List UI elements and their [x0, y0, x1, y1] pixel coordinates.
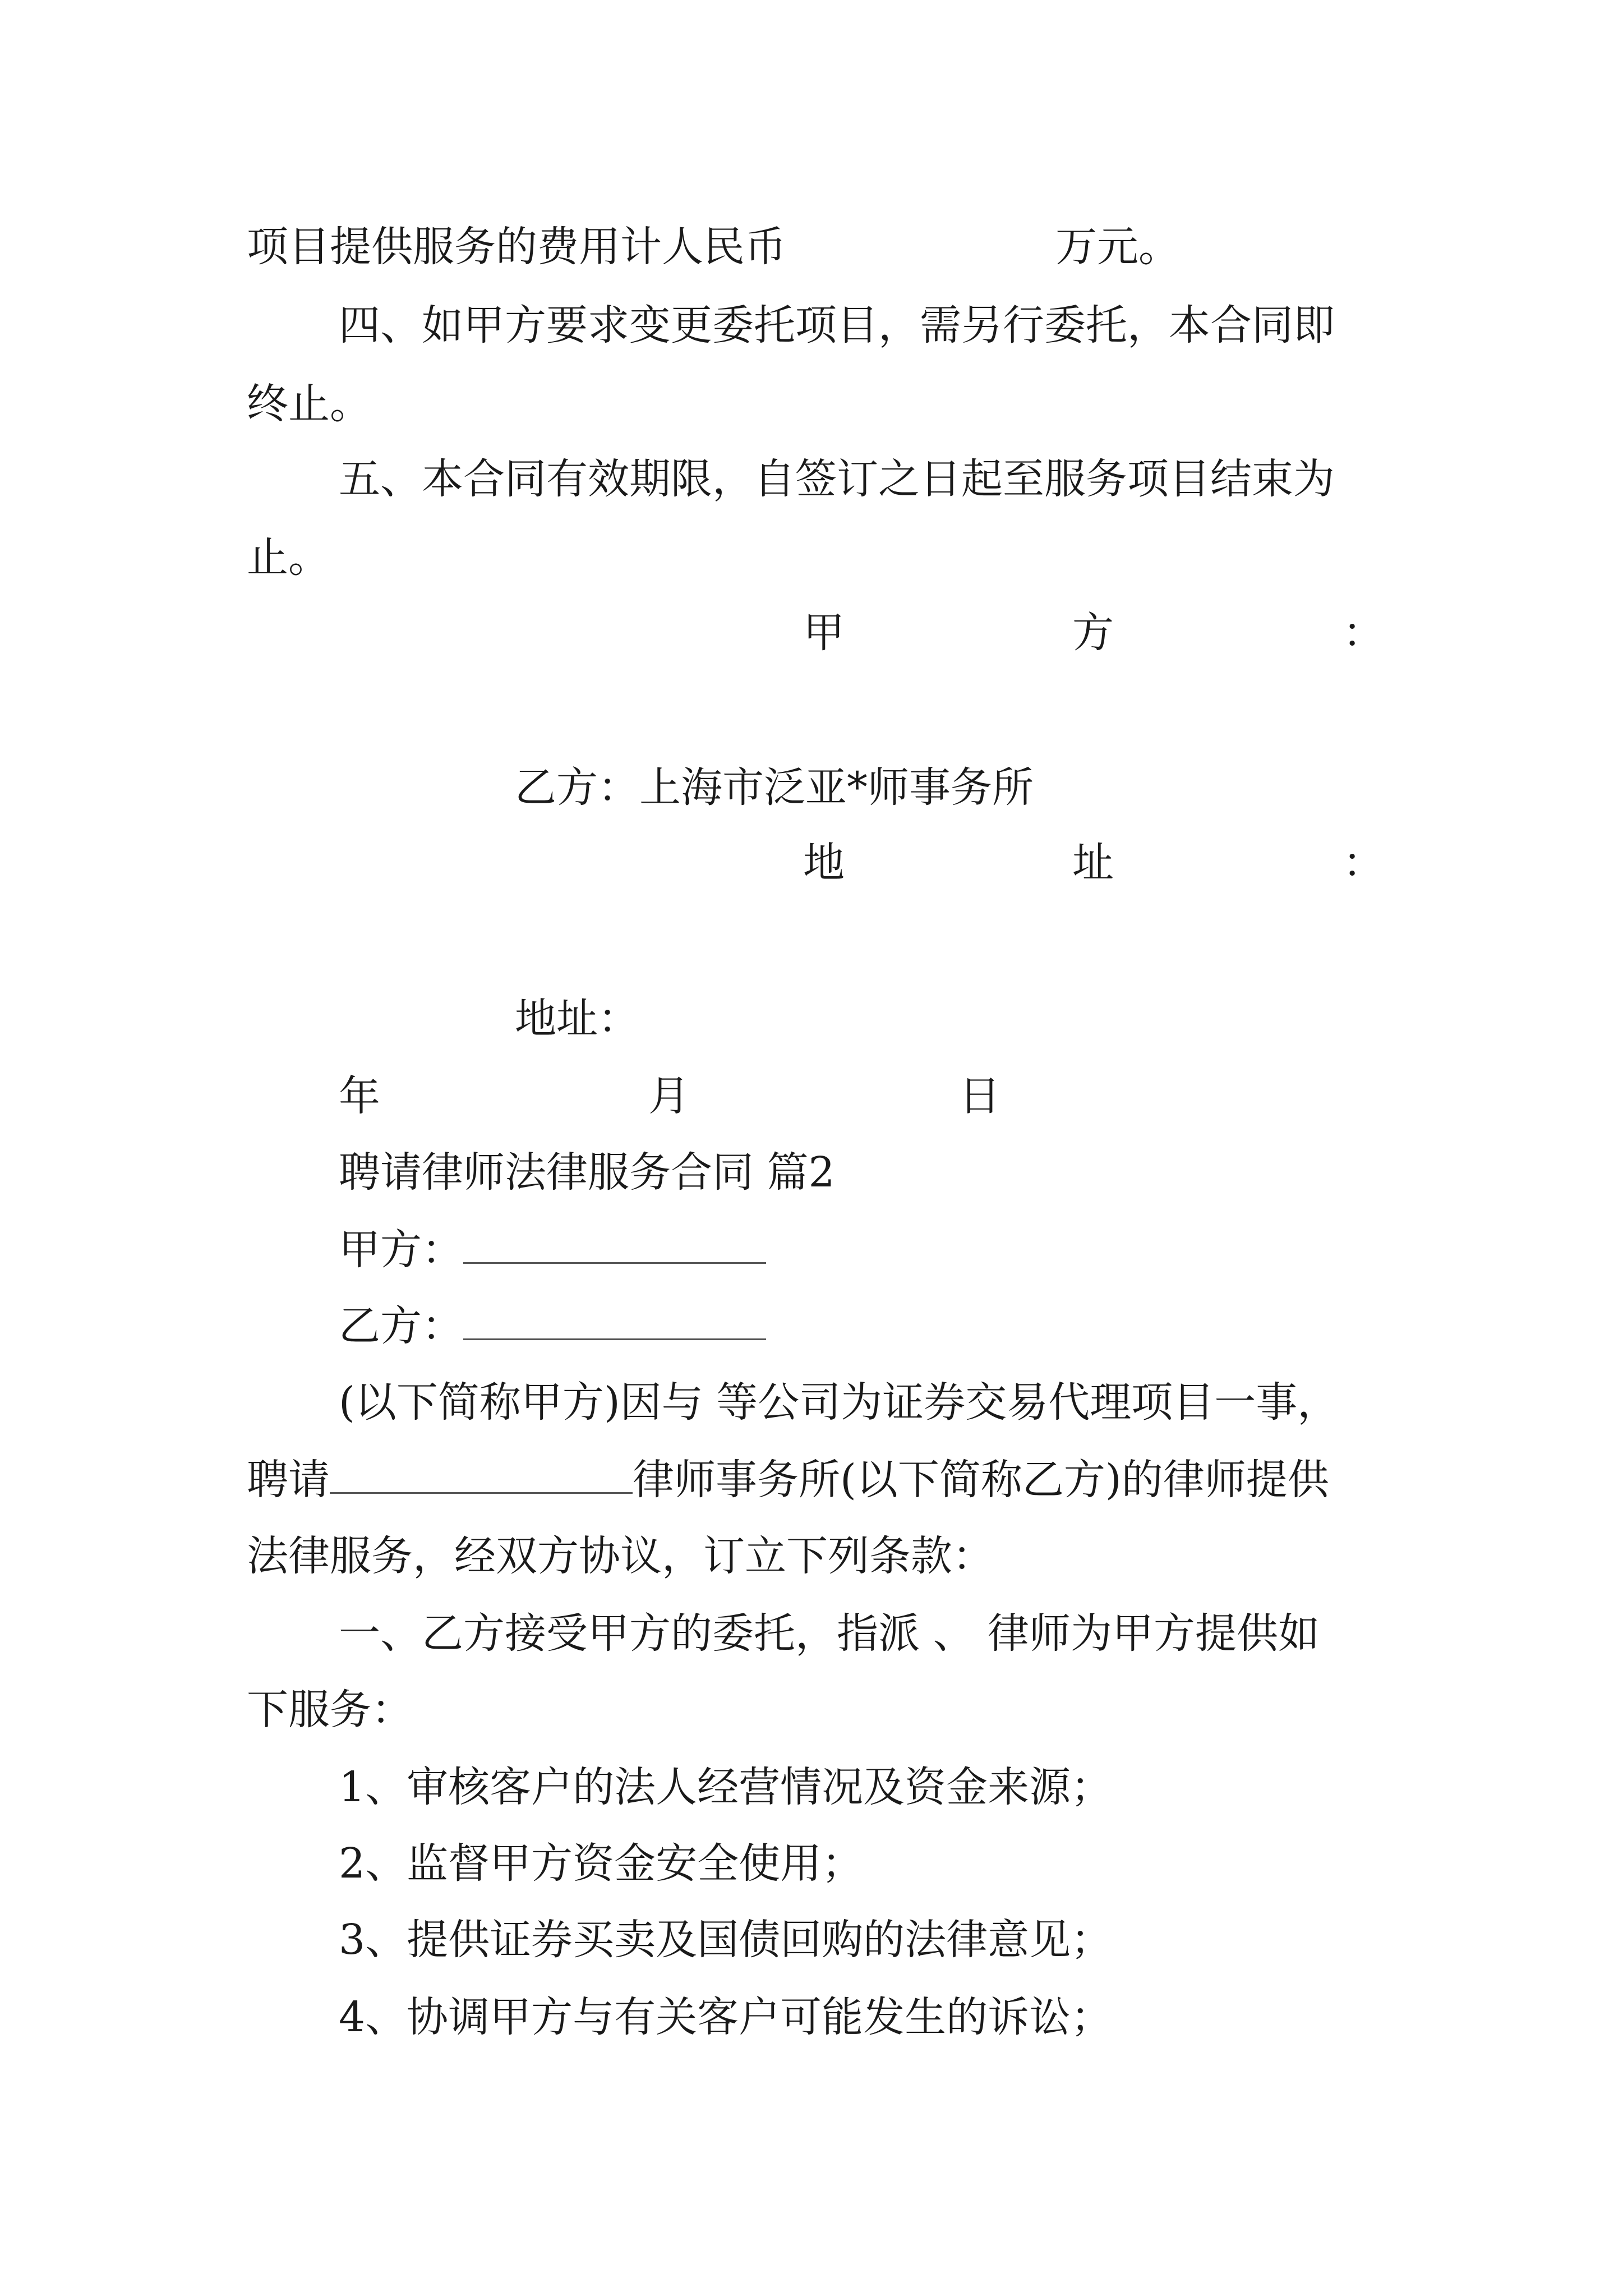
intro-line-2-start: 聘请 — [247, 1456, 330, 1504]
fee-line — [247, 220, 1180, 274]
date-day: 日 — [959, 1072, 1000, 1120]
party-b-name: 乙方：上海市泛亚*师事务所 — [515, 763, 1034, 812]
clause-4-line-1: 四、如甲方要求变更委托项目，需另行委托，本合同即 — [339, 301, 1335, 349]
party-a-colon: ： — [1343, 609, 1384, 657]
contract-2-party-a — [339, 1223, 766, 1277]
list-item: 1、审核客户的法人经营情况及资金来源； — [339, 1763, 1113, 1811]
list-item: 2、监督甲方资金安全使用； — [339, 1839, 864, 1888]
party-a-label: 甲方： — [339, 1226, 463, 1274]
address-colon: ： — [1343, 839, 1384, 887]
address-label-2: 地址： — [515, 995, 639, 1043]
party-a-char-2: 方 — [1072, 609, 1114, 657]
date-year: 年 — [339, 1072, 380, 1120]
intro-line-3: 法律服务，经双方协议，订立下列条款： — [247, 1532, 994, 1580]
intro-line-2 — [247, 1453, 1329, 1507]
contract-2-title: 聘请律师法律服务合同 篇2 — [339, 1148, 835, 1197]
contract-2-party-b — [339, 1299, 766, 1353]
clause-5-line-2: 止。 — [247, 533, 330, 582]
clause-4-line-2: 终止。 — [247, 380, 371, 428]
clause-5-line-1: 五、本合同有效期限，自签订之日起至服务项目结束为 — [339, 455, 1335, 503]
clause-1-line-2: 下服务： — [247, 1686, 413, 1734]
law-firm-blank — [330, 1458, 633, 1494]
address-char-1: 地 — [803, 839, 845, 887]
party-a-char-1: 甲 — [803, 609, 845, 657]
list-item: 3、提供证券买卖及国债回购的法律意见； — [339, 1916, 1113, 1964]
party-b-label: 乙方： — [339, 1302, 463, 1350]
list-item: 4、协调甲方与有关客户可能发生的诉讼； — [339, 1993, 1113, 2041]
address-char-2: 址 — [1072, 839, 1114, 887]
intro-line-2-end: 律师事务所(以下简称乙方)的律师提供 — [633, 1456, 1329, 1504]
fee-text: 项目提供服务的费用计人民币 — [247, 223, 786, 271]
fee-unit: 万元。 — [1055, 223, 1180, 271]
party-b-blank — [463, 1305, 766, 1340]
intro-line-1: (以下简称甲方)因与 等公司为证券交易代理项目一事， — [339, 1378, 1339, 1427]
clause-1-line-1: 一、乙方接受甲方的委托，指派 、 律师为甲方提供如 — [339, 1609, 1320, 1658]
date-month: 月 — [648, 1072, 690, 1120]
party-a-blank — [463, 1228, 766, 1264]
